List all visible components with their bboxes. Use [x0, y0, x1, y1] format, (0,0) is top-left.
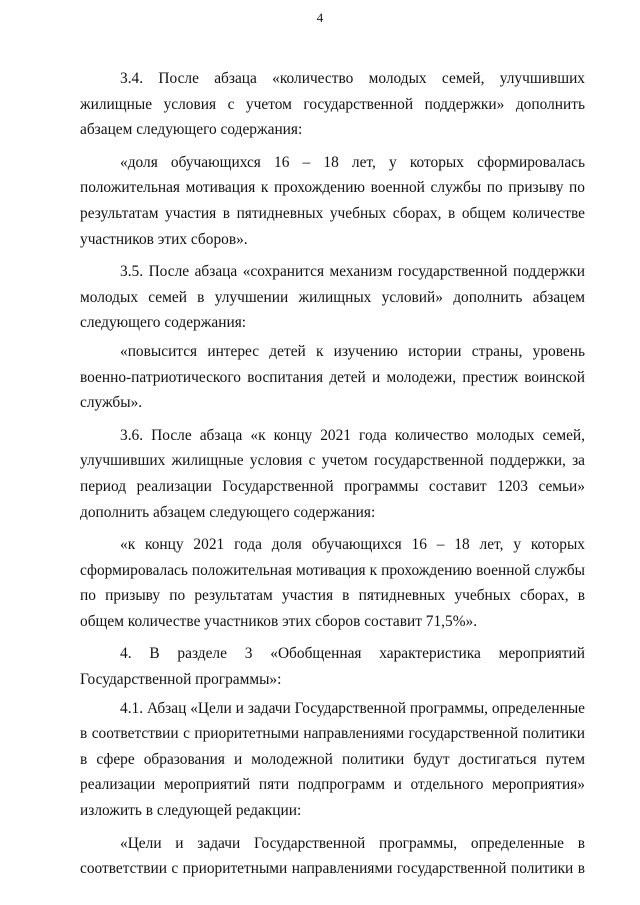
paragraph-4-1: 4.1. Абзац «Цели и задачи Государственной программы, определенные в соответствии с приоритетными направлениями государственной политики в сфере образования и молодежной политики будут достигаться путем реализации мероприятий пяти подпрограмм и отдельного мероприятия» изложить в следующей редакции:	[80, 699, 585, 820]
page-number: 4	[316, 10, 324, 25]
document-body	[80, 66, 585, 882]
paragraph-4: 4. В разделе 3 «Обобщенная характеристика мероприятий Государственной программы»:	[80, 645, 585, 689]
paragraph-3-4-quote: «доля обучающихся 16 – 18 лет, у которых сформировалась положительная мотивация к прохождению военной службы по призыву по результатам участия в пятидневных учебных сборах, в общем количестве участников этих сборов».	[80, 153, 585, 248]
paragraph-3-5: 3.5. После абзаца «сохранится механизм государственной поддержки молодых семей в улучшении жилищных условий» дополнить абзацем следующего содержания:	[80, 263, 585, 332]
paragraph-3-4: 3.4. После абзаца «количество молодых семей, улучшивших жилищные условия с учетом государственной поддержки» дополнить абзацем следующего содержания:	[80, 70, 585, 139]
paragraph-3-5-quote: «повысится интерес детей к изучению истории страны, уровень военно-патриотического воспитания детей и молодежи, престиж воинской службы».	[80, 342, 585, 412]
paragraph-3-6: 3.6. После абзаца «к концу 2021 года количество молодых семей, улучшивших жилищные условия с учетом государственной поддержки, за период реализации Государственной программы составит 1203 семьи» дополнить абзацем следующего содержания:	[80, 426, 585, 521]
paragraph-3-6-quote: «к концу 2021 года доля обучающихся 16 – 18 лет, у которых сформировалась положительная мотивация к прохождению военной службы по призыву по результатам участия в пятидневных учебных сборах, в общем количестве участников этих сборов составит 71,5%».	[80, 536, 585, 630]
paragraph-4-1-quote: «Цели и задачи Государственной программы, определенные в соответствии с приоритетными направлениями государственной политики в	[80, 834, 585, 878]
